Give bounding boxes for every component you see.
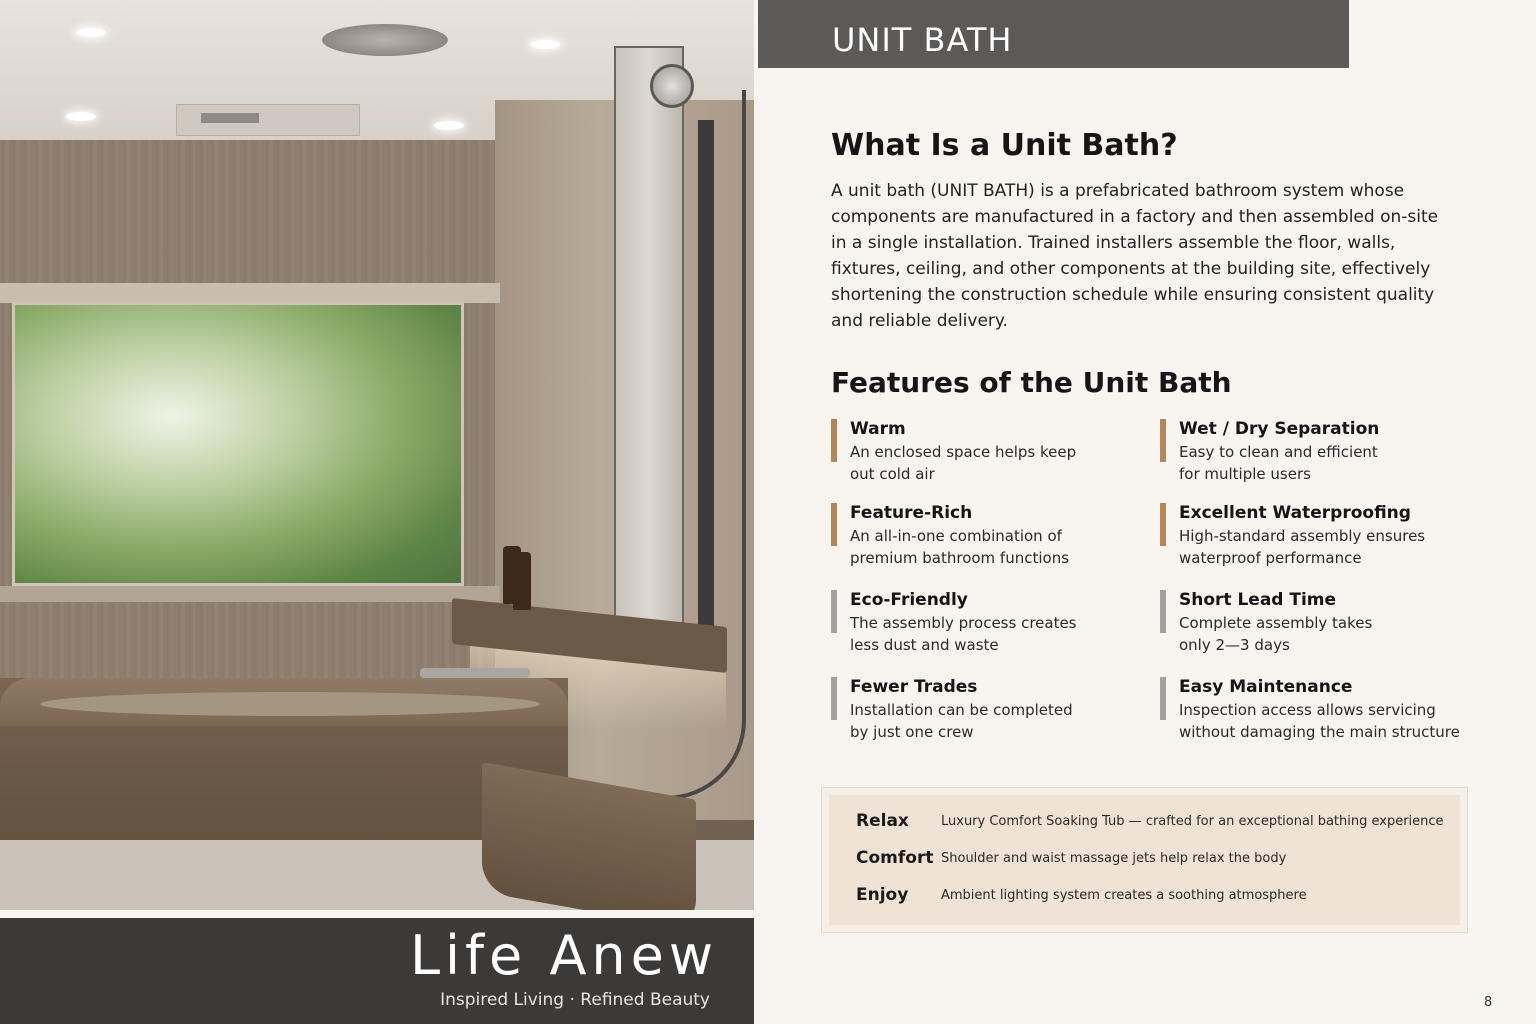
ceiling-light <box>530 40 560 49</box>
highlight-label: Relax <box>856 811 909 831</box>
feature-easy-maintenance <box>1160 676 1490 743</box>
ceiling-light <box>76 28 106 37</box>
caption-title: Life Anew <box>409 924 718 987</box>
feature-accent-bar <box>1160 503 1166 546</box>
rain-showerhead <box>322 24 448 56</box>
soap-bottle <box>513 552 531 610</box>
feature-desc-line: less dust and waste <box>850 636 999 654</box>
window-greenery <box>12 302 464 586</box>
highlight-text: Ambient lighting system creates a soothing atmosphere <box>941 888 1307 903</box>
feature-desc-line: for multiple users <box>1179 465 1311 483</box>
caption-subtitle: Inspired Living · Refined Beauty <box>440 990 710 1010</box>
feature-short-lead-time <box>1160 589 1460 656</box>
feature-desc-line: Installation can be completed <box>850 701 1073 719</box>
feature-title: Feature-Rich <box>850 503 973 523</box>
ceiling-light <box>434 121 464 130</box>
bathroom-photo <box>0 0 754 910</box>
feature-accent-bar <box>831 503 837 546</box>
feature-desc-line: High-standard assembly ensures <box>1179 527 1426 545</box>
feature-title: Eco-Friendly <box>850 590 968 610</box>
header-title: UNIT BATH <box>832 21 1013 59</box>
feature-desc-line: without damaging the main structure <box>1179 723 1460 741</box>
highlight-text: Luxury Comfort Soaking Tub — crafted for an exceptional bathing experience <box>941 814 1444 829</box>
page-number: 8 <box>1484 995 1493 1010</box>
feature-feature-rich <box>831 502 1131 569</box>
header-bar <box>758 0 1349 68</box>
bathtub-water <box>40 692 540 716</box>
ceiling-vent <box>176 104 360 136</box>
feature-desc-line: An enclosed space helps keep <box>850 443 1077 461</box>
window-frame <box>0 283 500 303</box>
feature-desc-line: Easy to clean and efficient <box>1179 443 1378 461</box>
feature-accent-bar <box>831 590 837 633</box>
feature-desc-line: Complete assembly takes <box>1179 614 1373 632</box>
ceiling-light <box>66 112 96 121</box>
feature-desc-line: out cold air <box>850 465 935 483</box>
highlight-label: Comfort <box>856 848 934 868</box>
feature-title: Wet / Dry Separation <box>1179 419 1380 439</box>
feature-wet-dry-separation <box>1160 418 1460 485</box>
feature-accent-bar <box>831 419 837 462</box>
feature-accent-bar <box>1160 677 1166 720</box>
feature-title: Excellent Waterproofing <box>1179 503 1411 523</box>
feature-desc-line: The assembly process creates <box>850 614 1077 632</box>
photo-caption <box>0 918 754 1024</box>
features-title: Features of the Unit Bath <box>831 366 1232 399</box>
feature-fewer-trades <box>831 676 1131 743</box>
feature-title: Short Lead Time <box>1179 590 1337 610</box>
hand-shower <box>650 64 694 108</box>
feature-warm <box>831 418 1131 485</box>
feature-desc-line: premium bathroom functions <box>850 549 1070 567</box>
feature-desc-line: An all-in-one combination of <box>850 527 1062 545</box>
feature-excellent-waterproofing <box>1160 502 1460 569</box>
feature-desc-line: waterproof performance <box>1179 549 1362 567</box>
feature-desc-line: only 2—3 days <box>1179 636 1290 654</box>
highlight-label: Enjoy <box>856 885 909 905</box>
feature-accent-bar <box>1160 590 1166 633</box>
feature-accent-bar <box>831 677 837 720</box>
feature-eco-friendly <box>831 589 1131 656</box>
feature-desc-line: by just one crew <box>850 723 974 741</box>
intro-body: A unit bath (UNIT BATH) is a prefabricated bathroom system whose components are manufactured in a factory and then assembled on-site in a single installation. Trained installers assemble the floor, walls, fixtures, ceiling, and other components at the building site, effectively shortening the construction schedule while ensuring consistent quality and reliable delivery. <box>831 181 1439 331</box>
tub-faucet <box>420 668 530 678</box>
feature-accent-bar <box>1160 419 1166 462</box>
intro-title: What Is a Unit Bath? <box>831 128 1178 163</box>
feature-desc-line: Inspection access allows servicing <box>1179 701 1436 719</box>
feature-title: Easy Maintenance <box>1179 677 1353 697</box>
highlight-text: Shoulder and waist massage jets help relax the body <box>941 851 1287 866</box>
window-sill <box>0 586 500 602</box>
feature-title: Fewer Trades <box>850 677 978 697</box>
feature-title: Warm <box>850 419 906 439</box>
